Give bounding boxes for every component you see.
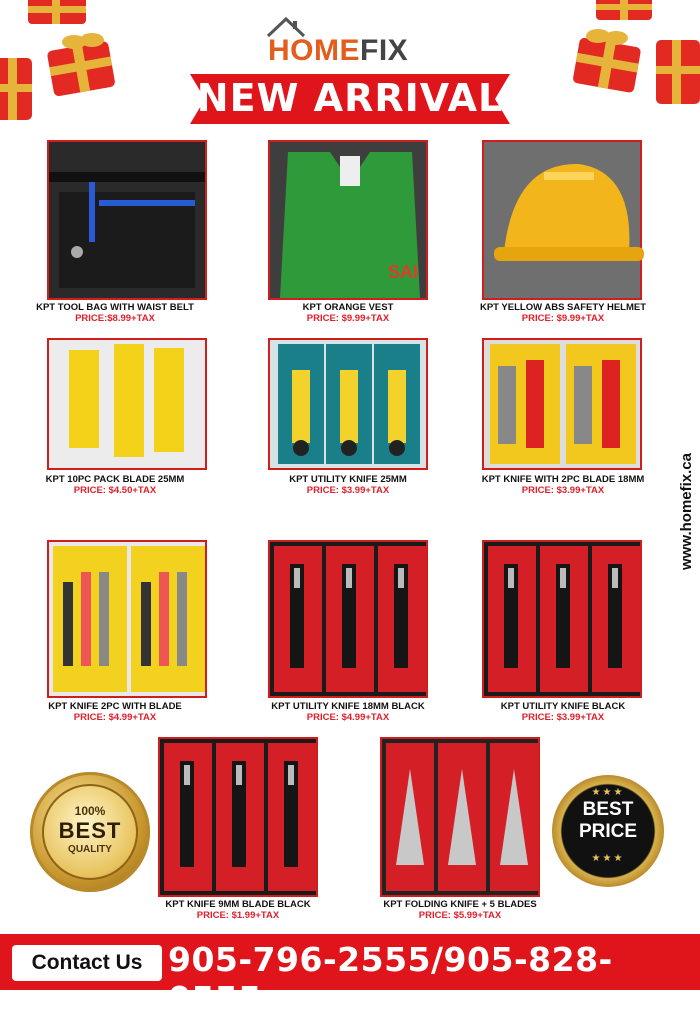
product-name: KPT UTILITY KNIFE 18MM BLACK (271, 701, 425, 712)
product-caption (22, 701, 208, 723)
best-quality-badge (30, 772, 150, 892)
product-caption (255, 701, 441, 723)
product-price: PRICE: $3.99+TAX (521, 485, 605, 496)
price-badge-line2: PRICE (578, 821, 638, 842)
contact-us-button[interactable]: Contact Us (12, 945, 162, 981)
product-image[interactable] (482, 338, 642, 470)
product-name: KPT UTILITY KNIFE 25MM (289, 474, 407, 485)
new-arrival-banner (190, 68, 510, 130)
product-price: PRICE: $4.50+TAX (73, 485, 157, 496)
banner-title: NEW ARRIVAL (196, 76, 504, 120)
product-name: KPT ORANGE VEST (302, 302, 394, 313)
product-caption (140, 899, 336, 921)
website-url[interactable]: www.homefix.ca (678, 453, 695, 570)
product-price: PRICE: $4.99+TAX (73, 712, 157, 723)
svg-text:SAI: SAI (388, 262, 419, 282)
brand-name-home: HOME (268, 34, 360, 67)
product-caption (470, 302, 656, 324)
brand-name-fix: FIX (360, 34, 409, 67)
product-caption (470, 701, 656, 723)
product-image[interactable] (268, 338, 428, 470)
product-image[interactable] (482, 140, 642, 300)
quality-badge-bottom: QUALITY (68, 844, 112, 855)
product-image[interactable] (47, 540, 207, 698)
gift-box-icon (650, 30, 700, 114)
product-price: PRICE: $5.99+TAX (418, 910, 502, 921)
quality-badge-main: BEST (58, 818, 122, 843)
contact-footer (0, 934, 700, 1018)
product-caption (22, 302, 208, 324)
gift-box-icon (22, 0, 92, 30)
gift-box-icon (0, 48, 40, 128)
gift-box-icon (40, 28, 124, 98)
product-name: KPT KNIFE WITH 2PC BLADE 18MM (481, 474, 645, 485)
product-name: KPT UTILITY KNIFE BLACK (500, 701, 626, 712)
product-caption (362, 899, 558, 921)
product-image[interactable] (482, 540, 642, 698)
product-price: PRICE: $3.99+TAX (521, 712, 605, 723)
price-badge-line1: BEST (582, 799, 634, 820)
product-price: PRICE: $3.99+TAX (306, 485, 390, 496)
product-name: KPT FOLDING KNIFE + 5 BLADES (383, 899, 537, 910)
product-image[interactable] (268, 540, 428, 698)
product-price: PRICE: $9.99+TAX (521, 313, 605, 324)
product-caption (470, 474, 656, 496)
best-price-badge (552, 775, 664, 887)
gift-box-icon (566, 24, 650, 94)
product-price: PRICE: $9.99+TAX (306, 313, 390, 324)
product-name: KPT YELLOW ABS SAFETY HELMET (479, 302, 647, 313)
product-image[interactable] (268, 140, 428, 300)
product-image[interactable] (158, 737, 318, 897)
product-price: PRICE: $1.99+TAX (196, 910, 280, 921)
product-name: KPT 10PC PACK BLADE 25MM (45, 474, 185, 485)
product-price: PRICE: $4.99+TAX (306, 712, 390, 723)
product-price: PRICE:$8.99+TAX (75, 313, 155, 324)
star-icon: ★★★ (591, 787, 625, 798)
product-image[interactable] (47, 338, 207, 470)
product-caption (255, 474, 441, 496)
product-image[interactable] (47, 140, 207, 300)
product-caption (255, 302, 441, 324)
gift-box-icon (592, 0, 656, 26)
product-name: KPT KNIFE 9MM BLADE BLACK (165, 899, 311, 910)
phone-numbers[interactable]: 905-796-2555/905-828-0555 (168, 940, 613, 1018)
product-name: KPT KNIFE 2PC WITH BLADE (48, 701, 182, 712)
product-image[interactable] (380, 737, 540, 897)
product-caption (22, 474, 208, 496)
product-name: KPT TOOL BAG WITH WAIST BELT (36, 302, 194, 313)
quality-badge-top: 100% (74, 804, 106, 818)
star-icon: ★★★ (591, 853, 625, 864)
